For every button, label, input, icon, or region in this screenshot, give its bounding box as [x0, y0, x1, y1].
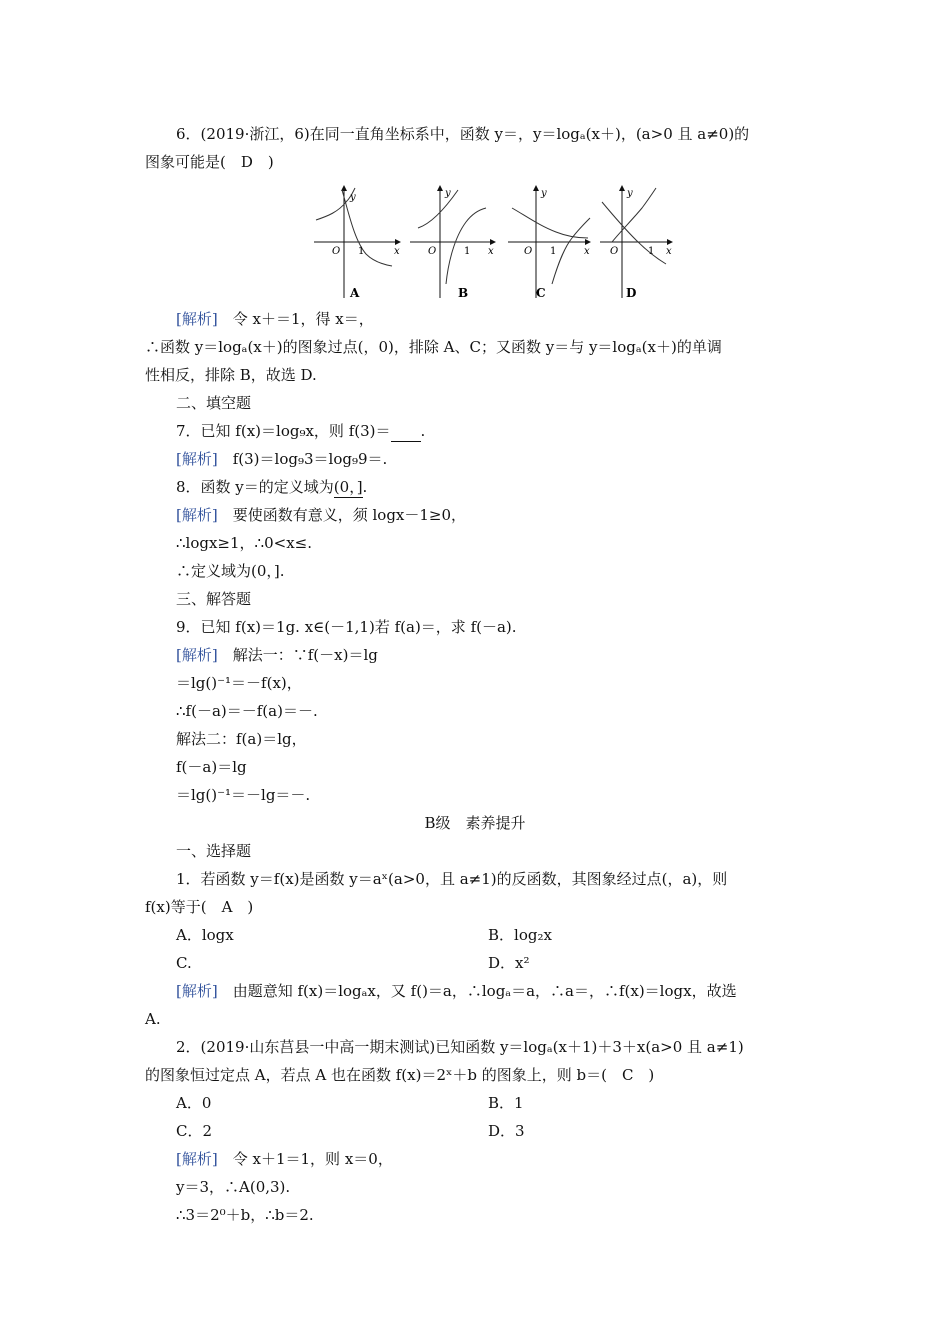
ab1-text1: 由题意知 f(x)＝logₐx，又 f()＝a，∴logₐ＝a，∴a＝，∴f(x)＝logx，故选: [232, 982, 737, 1000]
graph-a-label: A: [350, 286, 360, 300]
q7-line: [176, 421, 425, 442]
ab1-line2: A.: [145, 1010, 161, 1028]
q8-blank: (0，]: [333, 478, 363, 496]
q8-end: .: [362, 478, 368, 496]
q7-blank: [391, 421, 421, 442]
b2-line2: 的图象恒过定点 A，若点 A 也在函数 f(x)＝2ˣ＋b 的图象上，则 b＝( C ): [145, 1066, 655, 1084]
ab2-line1: [176, 1149, 393, 1169]
ab1-line1: [176, 981, 737, 1001]
graph-d: [600, 186, 672, 300]
graph-c-x: x: [584, 246, 590, 257]
section-solve: 三、解答题: [176, 590, 252, 608]
a6-line1: [176, 309, 374, 329]
a9-line6: ＝lg()⁻¹＝－lg＝－.: [176, 786, 311, 804]
a9-line5: f(－a)＝lg: [176, 758, 247, 776]
a6-text1: 令 x＋＝1，得 x＝，: [232, 310, 374, 328]
graph-a-y: y: [350, 192, 356, 203]
q6-line2: 图象可能是( D ): [145, 153, 274, 171]
jiexi-tag: [解析]: [176, 310, 218, 328]
graph-d-origin: O: [610, 246, 619, 257]
q9-line: 9．已知 f(x)＝1g. x∈(－1,1)若 f(a)＝，求 f(－a).: [176, 618, 517, 636]
graph-c-origin: O: [524, 246, 533, 257]
section-choice: 一、选择题: [176, 842, 252, 860]
graph-a-tick: 1: [358, 246, 365, 257]
b1-option-d: D．x²: [488, 954, 530, 972]
a6-line2: ∴函数 y＝logₐ(x＋)的图象过点(，0)，排除 A、C；又函数 y＝与 y＝logₐ(x＋)的单调: [145, 338, 722, 356]
b2-option-c: C．2: [176, 1122, 213, 1140]
q8-text: 8．函数 y＝的定义域为: [176, 478, 334, 496]
graph-d-y: y: [627, 188, 633, 199]
q7-end: .: [420, 422, 426, 440]
jiexi-tag: [解析]: [176, 646, 218, 664]
graph-a: [314, 186, 400, 300]
a9-line1: [176, 645, 378, 665]
graph-b-x: x: [488, 246, 494, 257]
level-b-heading: B级 素养提升: [424, 814, 526, 832]
graph-a-origin: O: [332, 246, 341, 257]
graph-d-label: D: [626, 286, 637, 300]
jiexi-tag: [解析]: [176, 450, 218, 468]
b2-option-b: B．1: [488, 1094, 524, 1112]
a8-line1: [176, 505, 466, 525]
graph-b-tick: 1: [464, 246, 471, 257]
graph-d-tick: 1: [648, 246, 655, 257]
graph-c-y: y: [541, 188, 547, 199]
a9-line4: 解法二：f(a)＝lg，: [176, 730, 307, 748]
a9-line3: ∴f(－a)＝－f(a)＝－.: [176, 702, 318, 720]
a8-line2: ∴logx≥1，∴0<x≤.: [176, 534, 312, 552]
graph-c-tick: 1: [550, 246, 557, 257]
jiexi-tag: [解析]: [176, 982, 218, 1000]
graph-c-label: C: [536, 286, 546, 300]
ab2-text1: 令 x＋1＝1，则 x＝0，: [232, 1150, 393, 1168]
a8-text1: 要使函数有意义，须 logx－1≥0，: [232, 506, 467, 524]
graph-d-x: x: [666, 246, 672, 257]
b2-option-a: A．0: [176, 1094, 212, 1112]
b1-line2: f(x)等于( A ): [145, 898, 254, 916]
b2-option-d: D．3: [488, 1122, 525, 1140]
graph-b-label: B: [458, 286, 469, 300]
a7-line: [176, 449, 387, 469]
ab2-line2: y＝3，∴A(0,3).: [176, 1178, 291, 1196]
jiexi-tag: [解析]: [176, 1150, 218, 1168]
a8-line3: ∴定义域为(0，].: [176, 562, 285, 580]
graph-b-origin: O: [428, 246, 437, 257]
q6-figure: [300, 180, 680, 305]
graph-b-y: y: [445, 188, 451, 199]
graph-c: [508, 186, 590, 300]
a7-text: f(3)＝log₉3＝log₉9＝.: [232, 450, 388, 468]
a9-line2: ＝lg()⁻¹＝－f(x)，: [176, 674, 302, 692]
q7-text: 7．已知 f(x)＝log₉x，则 f(3)＝: [176, 422, 391, 440]
a9-text1: 解法一：∵f(－x)＝lg: [232, 646, 378, 664]
ab2-line3: ∴3＝2⁰＋b，∴b＝2.: [176, 1206, 314, 1224]
graph-b: [410, 186, 495, 300]
b1-option-c: C.: [176, 954, 192, 972]
section-fill-blank: 二、填空题: [176, 394, 252, 412]
a6-line3: 性相反，排除 B，故选 D.: [145, 366, 317, 384]
b2-line1: 2．(2019·山东莒县一中高一期末测试)已知函数 y＝logₐ(x＋1)＋3＋x(a>0 且 a≠1): [176, 1038, 744, 1056]
q8-line: [176, 477, 367, 498]
b1-line1: 1．若函数 y＝f(x)是函数 y＝aˣ(a>0，且 a≠1)的反函数，其图象经过点(，a)，则: [176, 870, 728, 888]
b1-option-b: B．log₂x: [488, 926, 552, 944]
graph-a-x: x: [394, 246, 400, 257]
q6-line1: 6．(2019·浙江，6)在同一直角坐标系中，函数 y＝，y＝logₐ(x＋)，(a>0 且 a≠0)的: [176, 125, 750, 143]
b1-option-a: A．logx: [176, 926, 234, 944]
jiexi-tag: [解析]: [176, 506, 218, 524]
